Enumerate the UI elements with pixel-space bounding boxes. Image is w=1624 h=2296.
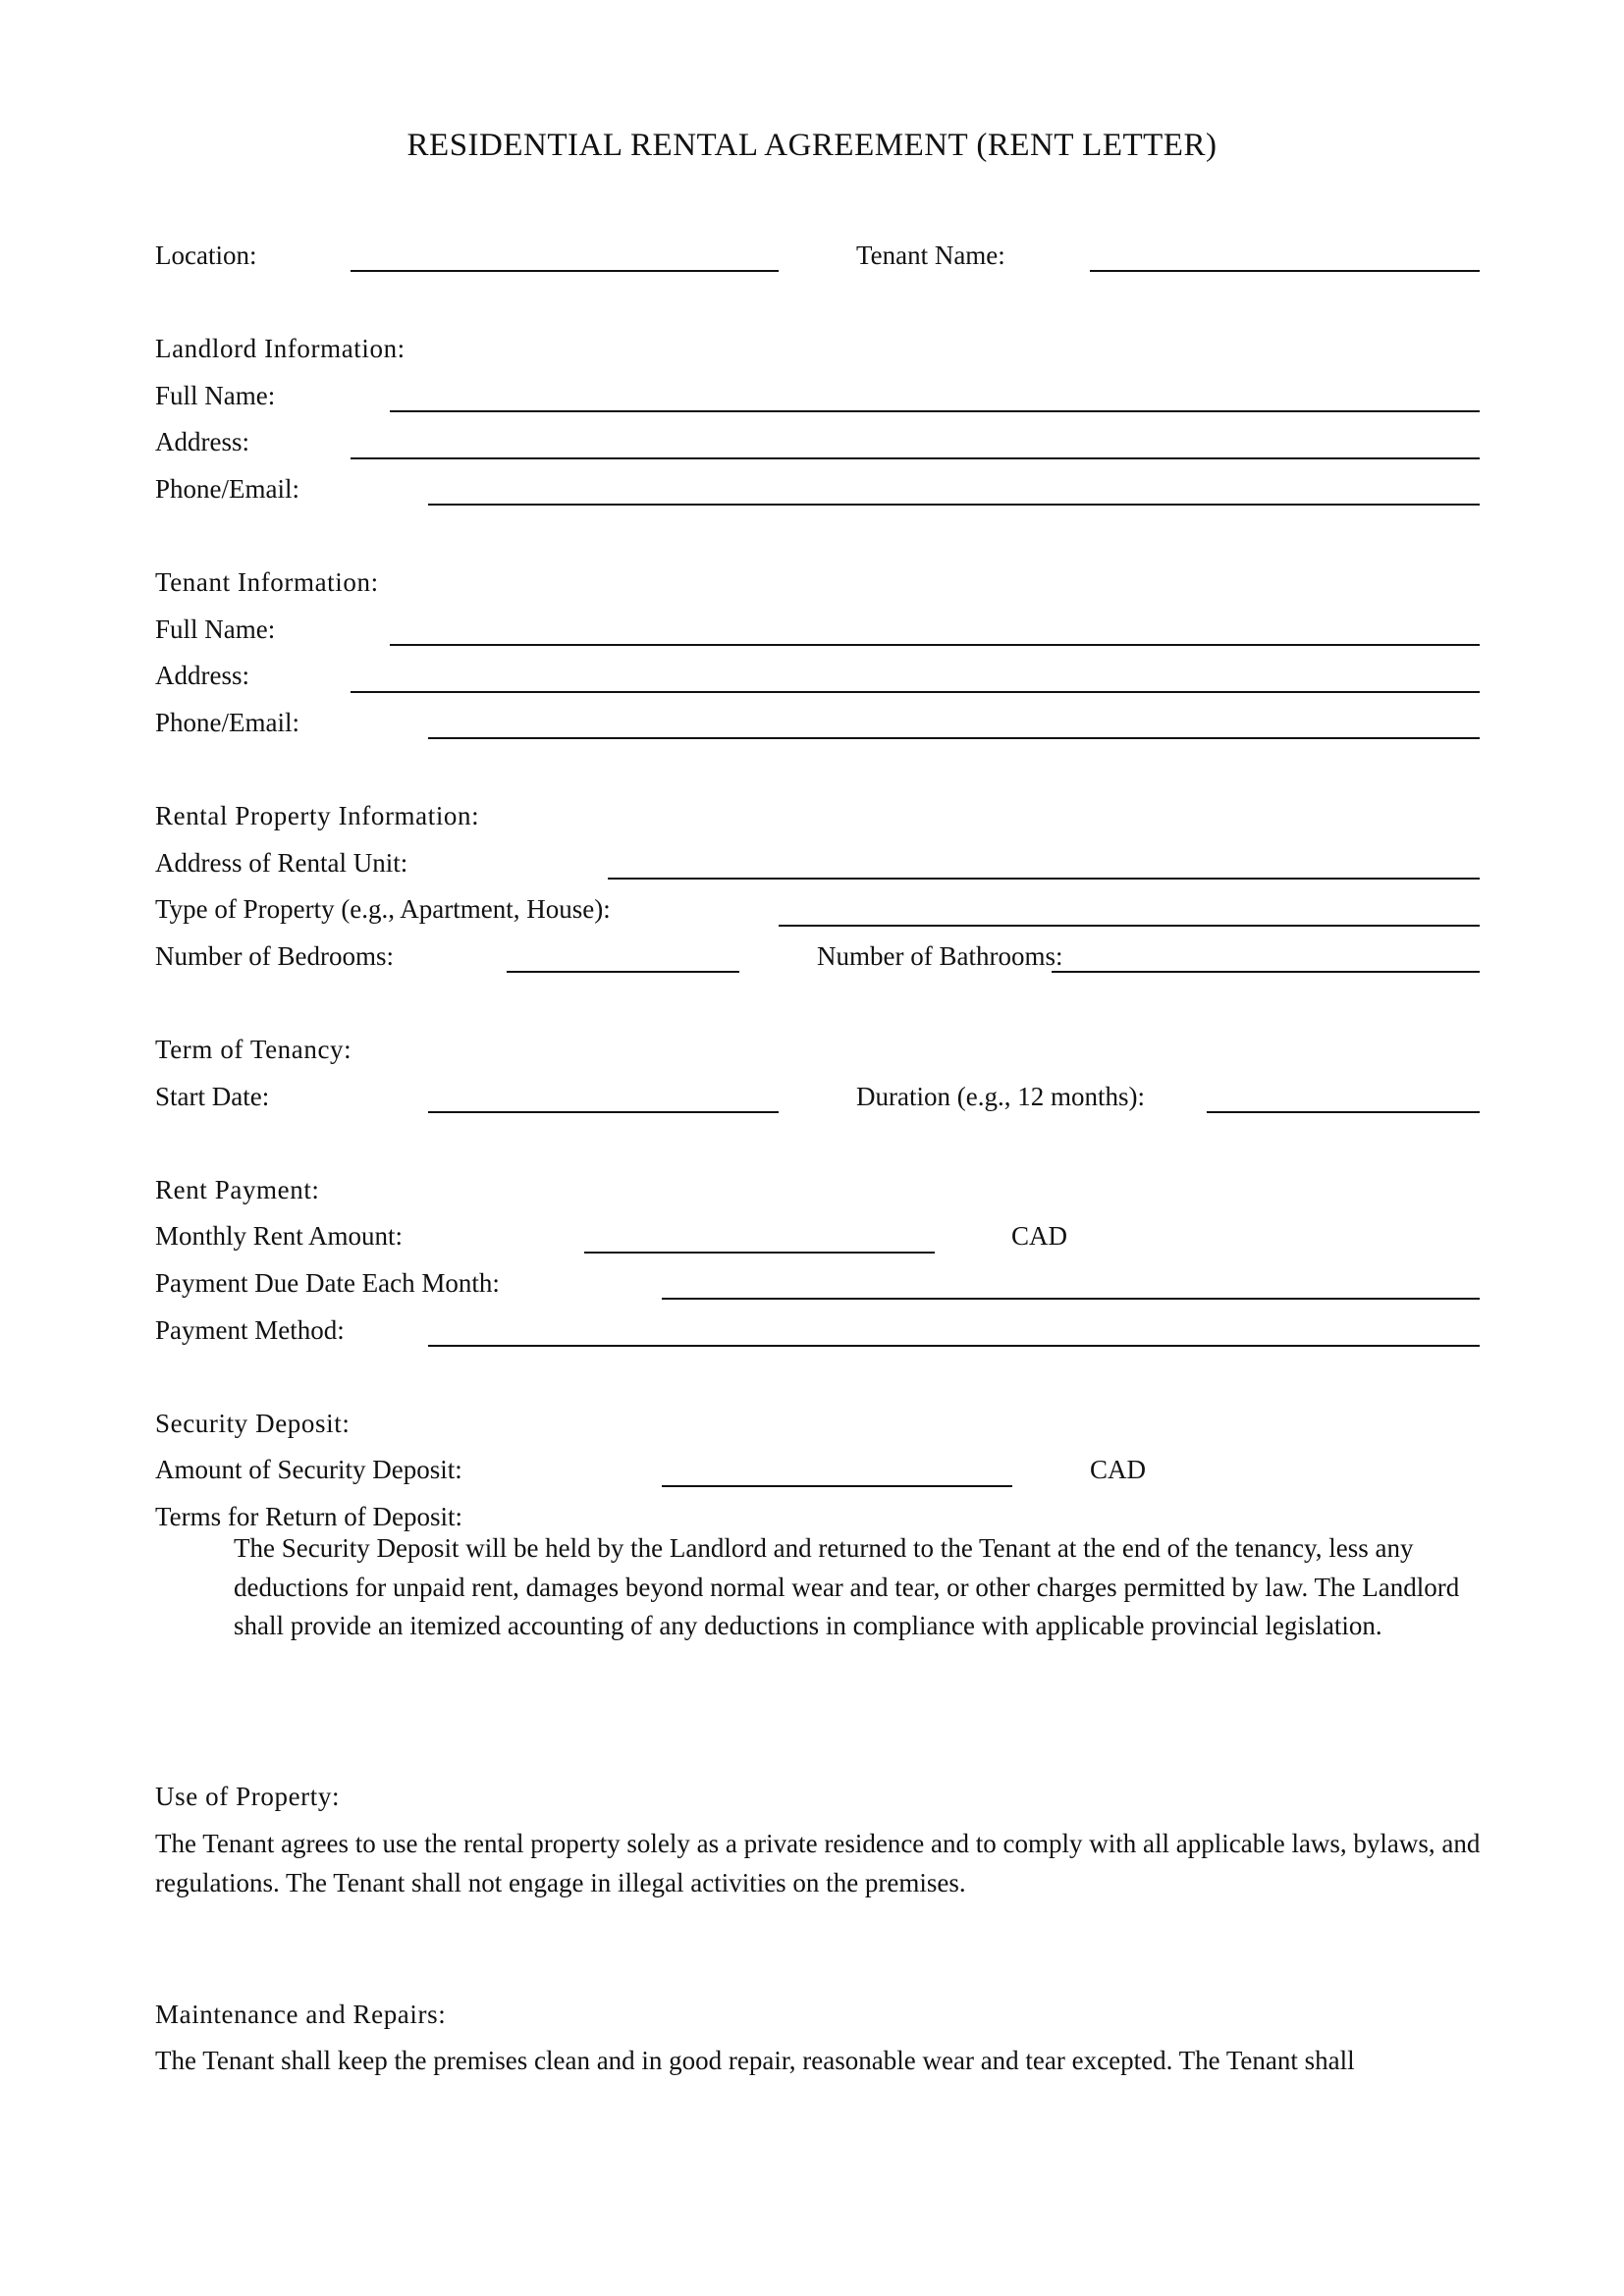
maintenance-heading: Maintenance and Repairs: (155, 2000, 447, 2029)
use-text: The Tenant agrees to use the rental property solely as a private residence and to comply with all applicable laws, bylaws, and regulations. The Tenant shall not engage in illegal activities on the premises. (155, 1829, 1481, 1897)
start-date-field[interactable] (428, 1111, 779, 1113)
property-heading: Rental Property Information: (155, 801, 480, 830)
bedrooms-label: Number of Bedrooms: (155, 941, 394, 971)
deposit-amount-label: Amount of Security Deposit: (155, 1455, 462, 1484)
deposit-amount-field[interactable] (662, 1485, 1012, 1487)
deposit-heading: Security Deposit: (155, 1409, 351, 1438)
tenant-phone-email-label: Phone/Email: (155, 708, 299, 737)
tenant-address-label: Address: (155, 661, 249, 690)
tenant-full-name-label: Full Name: (155, 614, 276, 644)
rent-heading: Rent Payment: (155, 1175, 320, 1204)
use-heading: Use of Property: (155, 1782, 341, 1811)
document-title: RESIDENTIAL RENTAL AGREEMENT (RENT LETTER) (406, 128, 1218, 163)
property-type-field[interactable] (779, 925, 1480, 927)
maintenance-text: The Tenant shall keep the premises clean and in good repair, reasonable wear and tear excepted. The Tenant shall (155, 2046, 1355, 2075)
landlord-heading: Landlord Information: (155, 334, 406, 363)
payment-method-field[interactable] (428, 1345, 1480, 1347)
payment-method-label: Payment Method: (155, 1315, 345, 1345)
bathrooms-field[interactable] (1052, 971, 1480, 973)
tenant-name-label: Tenant Name: (856, 240, 1005, 270)
property-type-label: Type of Property (e.g., Apartment, House): (155, 894, 611, 924)
duration-label: Duration (e.g., 12 months): (856, 1082, 1145, 1111)
tenant-heading: Tenant Information: (155, 567, 379, 597)
landlord-phone-email-field[interactable] (428, 504, 1480, 506)
term-heading: Term of Tenancy: (155, 1035, 352, 1064)
bedrooms-field[interactable] (507, 971, 739, 973)
duration-field[interactable] (1207, 1111, 1480, 1113)
tenant-address-field[interactable] (351, 691, 1480, 693)
landlord-address-field[interactable] (351, 457, 1480, 459)
landlord-address-label: Address: (155, 427, 249, 456)
bathrooms-label: Number of Bathrooms: (817, 941, 1063, 971)
deposit-terms-label: Terms for Return of Deposit: (155, 1502, 463, 1531)
rent-amount-label: Monthly Rent Amount: (155, 1221, 404, 1251)
location-field[interactable] (351, 270, 779, 272)
tenant-phone-email-field[interactable] (428, 737, 1480, 739)
rent-due-label: Payment Due Date Each Month: (155, 1268, 500, 1298)
landlord-full-name-label: Full Name: (155, 381, 276, 410)
deposit-terms-text: The Security Deposit will be held by the Landlord and returned to the Tenant at the end of the tenancy, less any deductions for unpaid rent, damages beyond normal wear and tear, or other charges permitted by law. The Landlord shall provide an itemized accounting of any deductions in compliance with applicable provincial legislation. (234, 1533, 1460, 1640)
landlord-phone-email-label: Phone/Email: (155, 474, 299, 504)
property-address-field[interactable] (608, 878, 1480, 880)
location-label: Location: (155, 240, 257, 270)
rent-currency: CAD (1011, 1221, 1068, 1251)
deposit-currency: CAD (1090, 1455, 1147, 1484)
tenant-name-field[interactable] (1090, 270, 1480, 272)
rent-amount-field[interactable] (584, 1252, 935, 1254)
property-address-label: Address of Rental Unit: (155, 848, 408, 878)
landlord-full-name-field[interactable] (390, 410, 1480, 412)
tenant-full-name-field[interactable] (390, 644, 1480, 646)
start-date-label: Start Date: (155, 1082, 270, 1111)
rent-due-field[interactable] (662, 1298, 1480, 1300)
